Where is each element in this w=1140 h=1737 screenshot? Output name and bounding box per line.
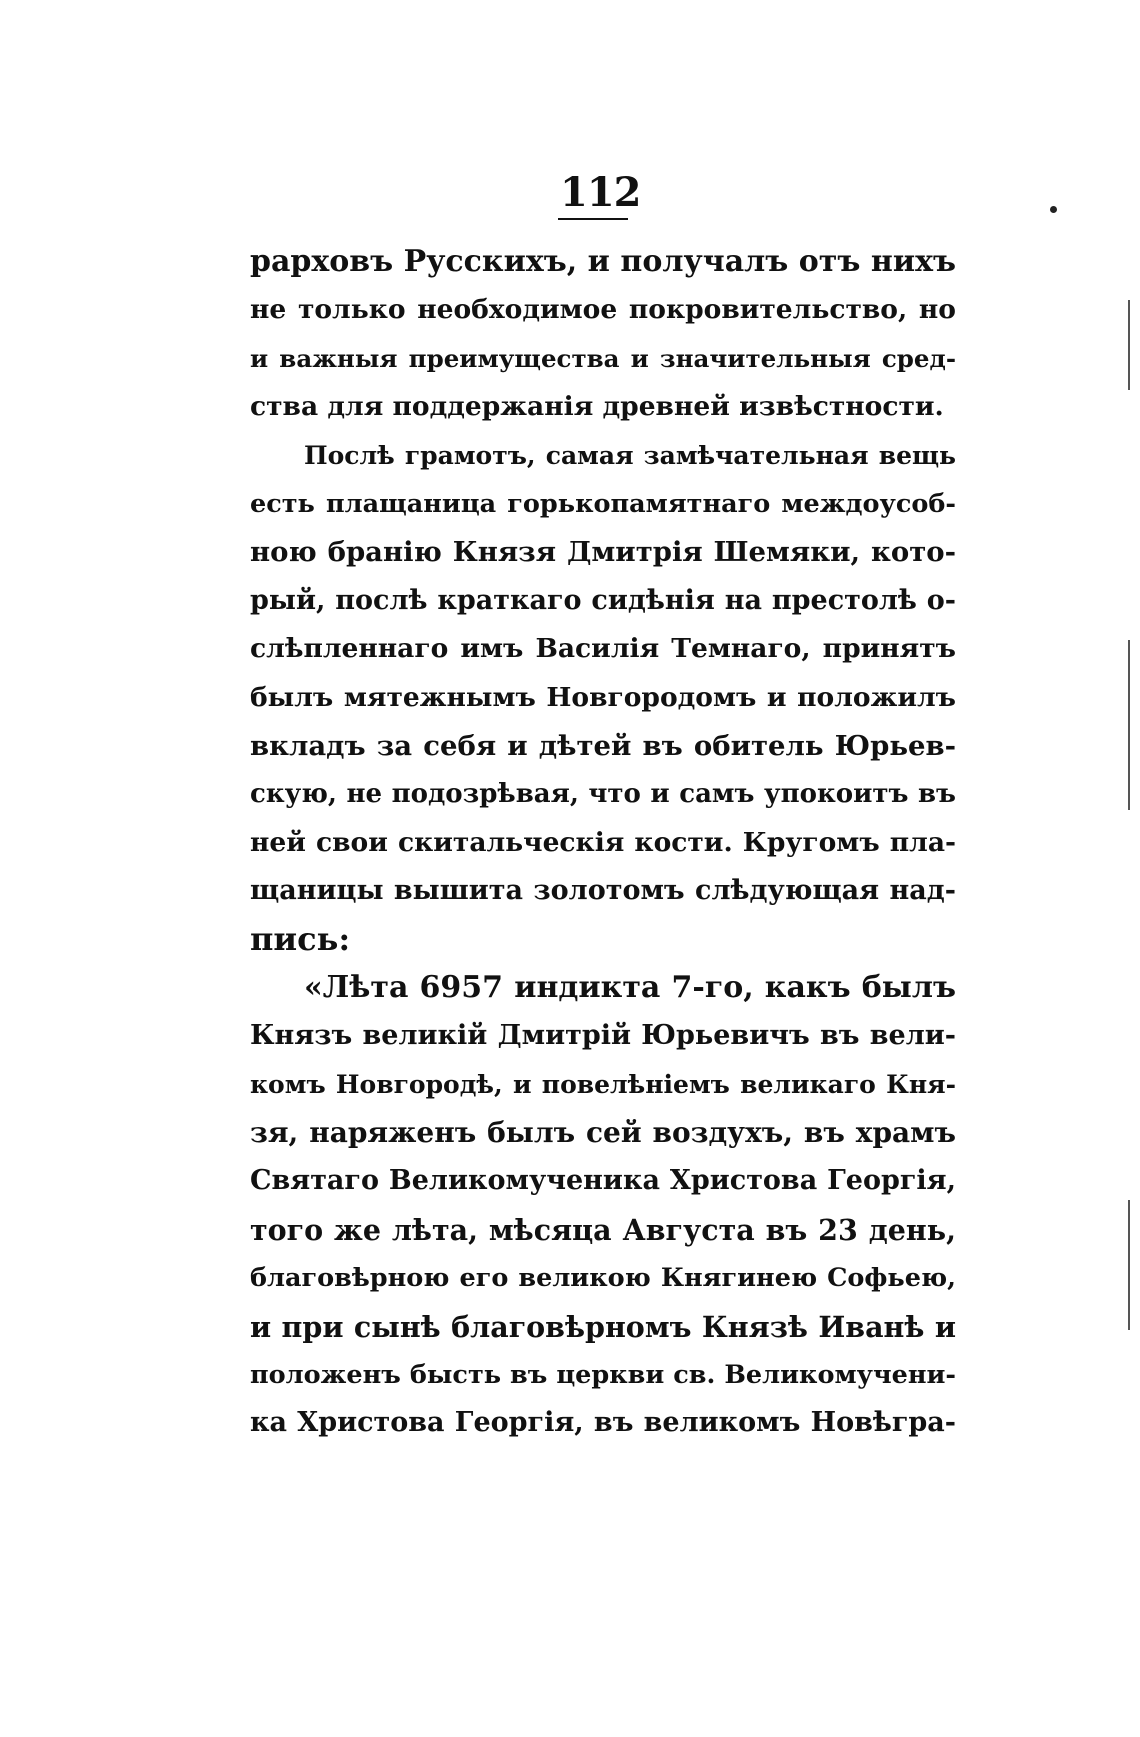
scan-edge-mark: [1128, 300, 1130, 390]
text-line: вкладъ за себя и дѣтей въ обитель Юрьев-: [250, 729, 956, 762]
text-line: не только необходимое покровительство, но: [250, 294, 956, 326]
text-line: пись:: [250, 920, 351, 959]
text-line: «Лѣта 6957 индикта 7-го, какъ былъ: [304, 969, 956, 1005]
scan-edge-mark: [1128, 640, 1130, 810]
scan-edge-mark: [1128, 1200, 1130, 1330]
text-line: ка Христова Георгія, въ великомъ Новѣгра-: [250, 1407, 956, 1439]
text-line: слѣпленнаго имъ Василія Темнаго, принятъ: [250, 633, 956, 665]
text-line: положенъ бысть въ церкви св. Великомучени-: [250, 1359, 956, 1390]
page-number: 112: [560, 169, 641, 216]
text-line: рый, послѣ краткаго сидѣнія на престолѣ о-: [250, 584, 956, 616]
text-line: ства для поддержанія древней извѣстности.: [250, 391, 944, 423]
ink-speck: [1050, 206, 1057, 213]
text-line: того же лѣта, мѣсяца Августа въ 23 день,: [250, 1212, 956, 1247]
text-line: и при сынѣ благовѣрномъ Князѣ Иванѣ и: [250, 1309, 956, 1344]
text-line: щаницы вышита золотомъ слѣдующая над-: [250, 875, 956, 907]
page-number-rule: [558, 218, 628, 220]
text-line: Князъ великій Дмитрій Юрьевичъ въ вели-: [250, 1020, 956, 1052]
text-line: ней свои скитальческія кости. Кругомъ пла-: [250, 826, 956, 858]
paragraph: [250, 238, 956, 432]
text-line: благовѣрною его великою Княгинею Софьею,: [250, 1263, 956, 1294]
text-line: зя, наряженъ былъ сей воздухъ, въ храмъ: [250, 1116, 956, 1150]
body-text: [250, 238, 956, 1448]
text-line: скую, не подозрѣвая, что и самъ упокоитъ въ: [250, 779, 956, 810]
text-line: рарховъ Русскихъ, и получалъ отъ нихъ: [250, 244, 956, 279]
text-line: Послѣ грамотъ, самая замѣчательная вещь: [304, 440, 956, 470]
text-line: былъ мятежнымъ Новгородомъ и положилъ: [250, 681, 956, 713]
text-line: и важныя преимущества и значительныя сред-: [250, 343, 956, 373]
quotation-paragraph: [250, 964, 956, 1448]
text-line: комъ Новгородѣ, и повелѣніемъ великаго Кня-: [250, 1069, 956, 1099]
text-line: ною бранію Князя Дмитрія Шемяки, кото-: [250, 536, 956, 569]
paragraph: [250, 432, 956, 964]
text-line: Святаго Великомученика Христова Георгія,: [250, 1165, 956, 1197]
text-line: есть плащаница горькопамятнаго междоусоб-: [250, 488, 956, 519]
